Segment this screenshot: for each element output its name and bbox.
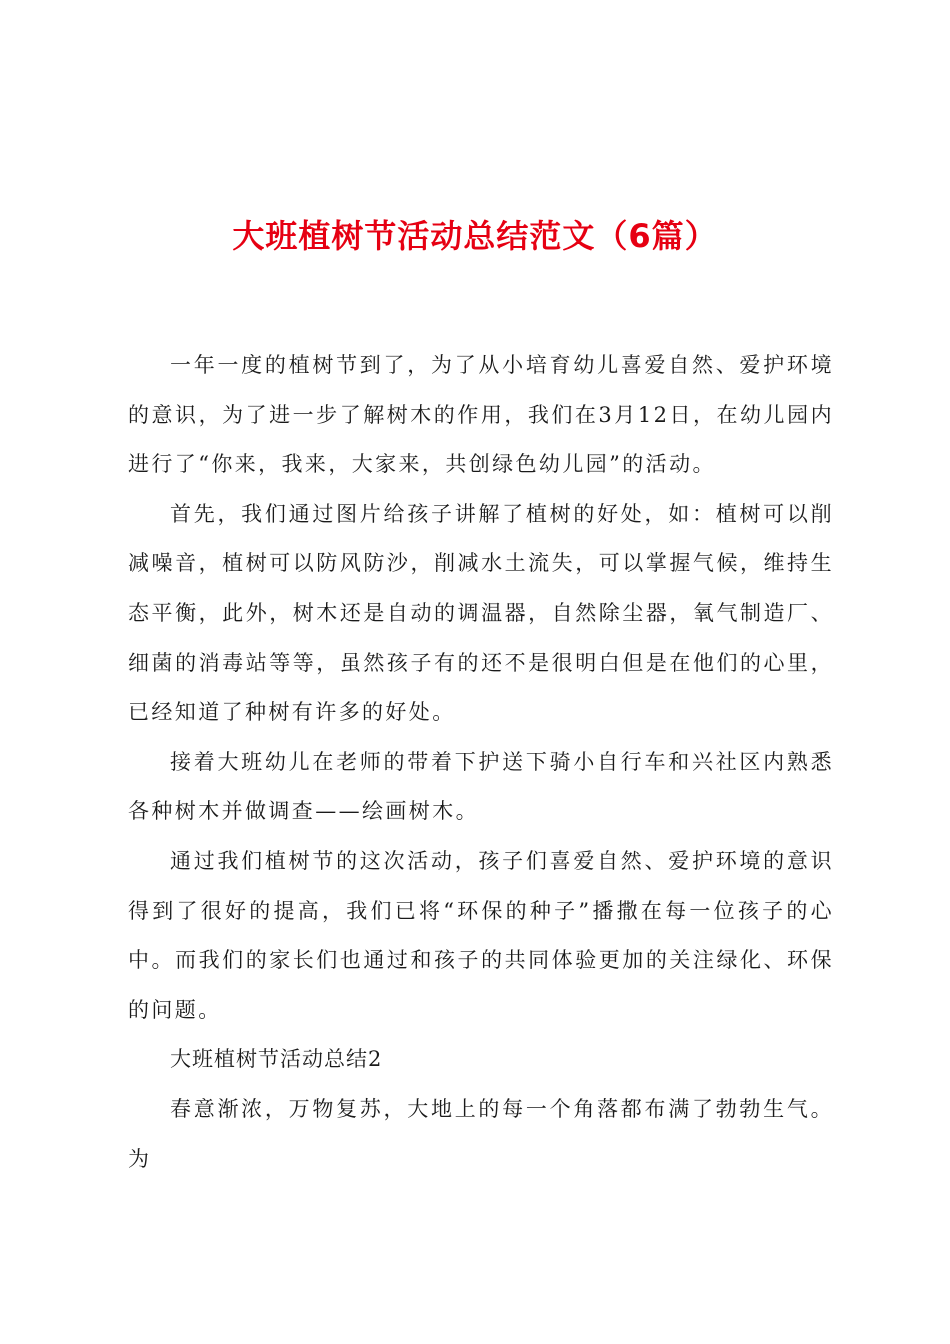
section-subheading: 大班植树节活动总结2	[170, 1047, 383, 1072]
document-title: 大班植树节活动总结范文（6篇）	[232, 217, 718, 255]
paragraph-3: 接着大班幼儿在老师的带着下护送下骑小自行车和兴社区内熟悉各种树木并做调查——绘画树木。	[128, 749, 834, 824]
paragraph-5: 春意渐浓，万物复苏，大地上的每一个角落都布满了勃勃生气。为	[128, 1096, 834, 1171]
paragraph-1: 一年一度的植树节到了，为了从小培育幼儿喜爱自然、爱护环境的意识，为了进一步了解树木的作用，我们在3月12日，在幼儿园内进行了“你来，我来，大家来，共创绿色幼儿园”的活动。	[128, 353, 834, 477]
paragraph-2: 首先，我们通过图片给孩子讲解了植树的好处，如：植树可以削减噪音，植树可以防风防沙，削减水土流失，可以掌握气候，维持生态平衡，此外，树木还是自动的调温器，自然除尘器，氧气制造厂、细菌的消毒站等等，虽然孩子有的还不是很明白但是在他们的心里，已经知道了种树有许多的好处。	[128, 501, 834, 725]
document-body	[128, 341, 834, 1184]
paragraph-4: 通过我们植树节的这次活动，孩子们喜爱自然、爱护环境的意识得到了很好的提高，我们已将“环保的种子”播撒在每一位孩子的心中。而我们的家长们也通过和孩子的共同体验更加的关注绿化、环保的问题。	[128, 848, 834, 1022]
